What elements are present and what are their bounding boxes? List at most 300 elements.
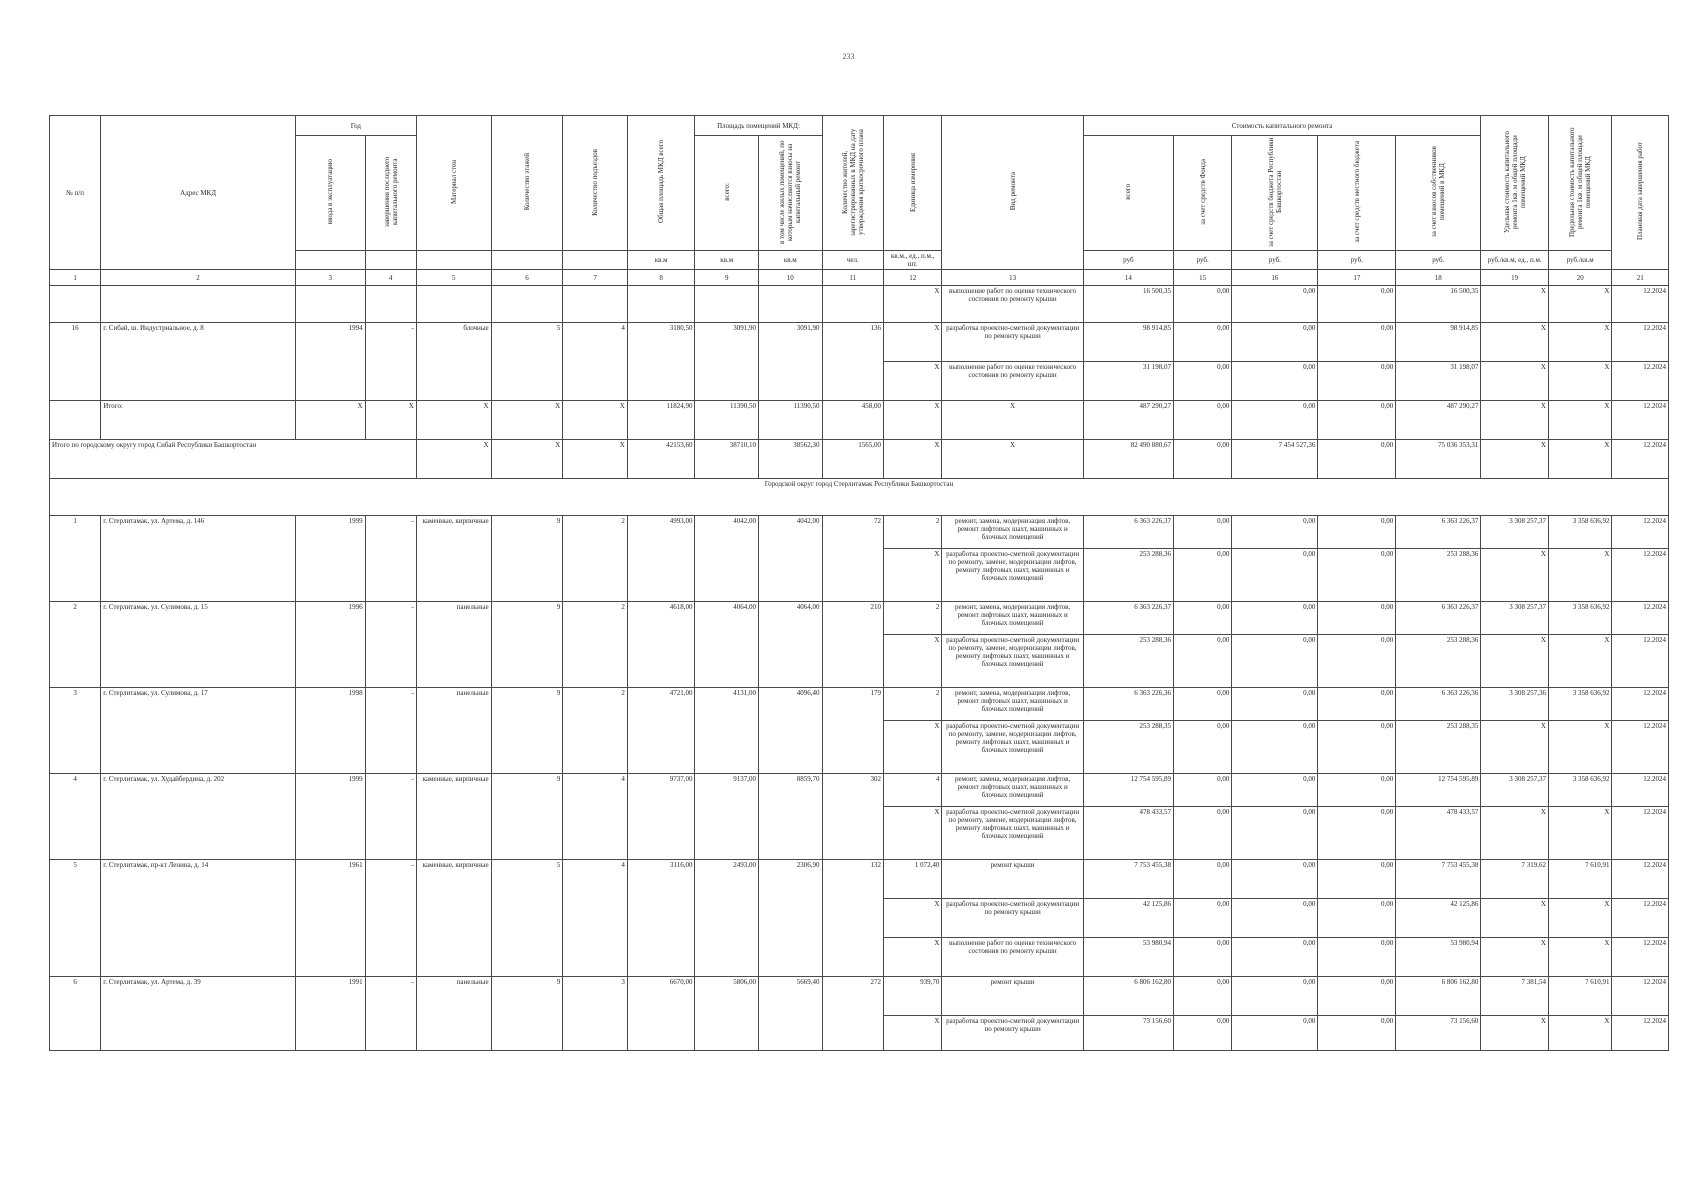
planned-date-cell: 12.2024 (1612, 516, 1669, 549)
empty-cell (416, 286, 491, 323)
unit-cost-cell: X (1481, 362, 1549, 401)
limit-cost-cell: 7 610,91 (1548, 860, 1612, 899)
subtotal-cell: X (942, 401, 1083, 440)
header-residents: Количество жителей, зарегистрированных в МКД на дату утверждения краткосрочного плана (822, 116, 883, 251)
row-number-cell: 16 (50, 323, 101, 401)
empty-cell (491, 286, 563, 323)
district-total-cell: X (1548, 440, 1612, 479)
district-total-cell: X (942, 440, 1083, 479)
address-cell: г. Стерлитамак, ул. Худайбердина, д. 202 (101, 774, 296, 860)
planned-date-cell: 12.2024 (1612, 549, 1669, 602)
year-last-repair-cell: - (365, 516, 416, 602)
cost-local-budget-cell: 0,00 (1318, 774, 1396, 807)
cost-local-budget-cell: 0,00 (1318, 602, 1396, 635)
residents-cell: 132 (822, 860, 883, 977)
column-number: 3 (295, 270, 365, 286)
cost-local-budget-cell: 0,00 (1318, 977, 1396, 1016)
limit-cost-cell: 7 610,91 (1548, 977, 1612, 1016)
column-number: 20 (1548, 270, 1612, 286)
column-number: 1 (50, 270, 101, 286)
cost-fund-cell: 0,00 (1173, 721, 1231, 774)
cost-rb-budget-cell: 0,00 (1232, 860, 1318, 899)
year-last-repair-cell: - (365, 860, 416, 977)
work-type-cell: ремонт, замена, модернизация лифтов, ремонт лифтовых шахт, машинных и блочных помещений (942, 602, 1083, 635)
address-cell: г. Стерлитамак, ул. Артема, д. 146 (101, 516, 296, 602)
limit-cost-cell: X (1548, 286, 1612, 323)
entrances-cell: 2 (563, 516, 628, 602)
column-number: 6 (491, 270, 563, 286)
wall-material-cell: каменные, кирпичные (416, 860, 491, 977)
district-total-cell: X (416, 440, 491, 479)
entrances-cell: 2 (563, 602, 628, 688)
district-total-cell: X (491, 440, 563, 479)
unit-cost-cell: X (1481, 323, 1549, 362)
cost-total-cell: 7 753 455,38 (1083, 860, 1173, 899)
address-cell: г. Стерлитамак, ул. Сулимова, д. 17 (101, 688, 296, 774)
floors-cell: 9 (491, 516, 563, 602)
cost-rb-budget-cell: 0,00 (1232, 1016, 1318, 1051)
header-cost-group: Стоимость капитального ремонта (1083, 116, 1481, 136)
unit-cost-cell: X (1481, 721, 1549, 774)
cost-local-budget-cell: 0,00 (1318, 516, 1396, 549)
empty-cell (627, 286, 695, 323)
column-number: 4 (365, 270, 416, 286)
cost-rb-budget-cell: 0,00 (1232, 635, 1318, 688)
entrances-cell: 4 (563, 774, 628, 860)
year-commission-cell: 1996 (295, 602, 365, 688)
planned-date-cell: 12.2024 (1612, 774, 1669, 807)
work-type-cell: ремонт, замена, модернизация лифтов, ремонт лифтовых шахт, машинных и блочных помещений (942, 688, 1083, 721)
unit-quantity-cell: X (884, 323, 942, 362)
unit-cost-cell: X (1481, 549, 1549, 602)
limit-cost-cell: X (1548, 635, 1612, 688)
total-area-cell: 4721,00 (627, 688, 695, 774)
cost-owners-cell: 73 156,60 (1396, 1016, 1481, 1051)
column-number: 2 (101, 270, 296, 286)
header-unit-measure: Единица измерения (884, 116, 942, 251)
limit-cost-cell: X (1548, 323, 1612, 362)
header-limit-cost: Предельная стоимость капитального ремонта 1кв. м общей площади помещений МКД (1548, 116, 1612, 251)
planned-date-cell: 12.2024 (1612, 635, 1669, 688)
cost-total-cell: 253 288,36 (1083, 549, 1173, 602)
unit-quantity-cell: X (884, 1016, 942, 1051)
work-type-cell: разработка проектно-сметной документации по ремонту, замене, модернизации лифтов, ремонту лифтовых шахт, машинных и блочных помещений (942, 807, 1083, 860)
limit-cost-cell: X (1548, 362, 1612, 401)
cost-owners-cell: 253 288,36 (1396, 635, 1481, 688)
district-total-cell: X (1481, 440, 1549, 479)
header-fund: за счет средств Фонда (1173, 136, 1231, 251)
floors-cell: 5 (491, 860, 563, 977)
header-total-area: Общая площадь МКД всего (627, 116, 695, 251)
cost-owners-cell: 253 288,35 (1396, 721, 1481, 774)
district-total-cell: 0,00 (1318, 440, 1396, 479)
subtotal-cell: 11824,90 (627, 401, 695, 440)
district-total-cell: 12.2024 (1612, 440, 1669, 479)
floors-cell: 5 (491, 323, 563, 401)
row-number-cell: 4 (50, 774, 101, 860)
cost-total-cell: 98 914,85 (1083, 323, 1173, 362)
year-commission-cell: 1999 (295, 774, 365, 860)
residents-cell: 179 (822, 688, 883, 774)
district-total-cell: 7 454 527,36 (1232, 440, 1318, 479)
limit-cost-cell: X (1548, 721, 1612, 774)
column-number: 5 (416, 270, 491, 286)
premises-incl-cell: 8859,70 (759, 774, 823, 860)
subtotal-cell: X (295, 401, 365, 440)
cost-local-budget-cell: 0,00 (1318, 807, 1396, 860)
limit-cost-cell: 3 358 636,92 (1548, 602, 1612, 635)
cost-local-budget-cell: 0,00 (1318, 286, 1396, 323)
cost-owners-cell: 31 198,07 (1396, 362, 1481, 401)
subtotal-cell: 0,00 (1173, 401, 1231, 440)
cost-rb-budget-cell: 0,00 (1232, 938, 1318, 977)
year-last-repair-cell: - (365, 977, 416, 1051)
unit-quantity-cell: X (884, 807, 942, 860)
cost-local-budget-cell: 0,00 (1318, 938, 1396, 977)
subtotal-cell: X (563, 401, 628, 440)
unit-quantity-cell: X (884, 286, 942, 323)
empty-cell (695, 286, 759, 323)
cost-fund-cell: 0,00 (1173, 516, 1231, 549)
column-number: 21 (1612, 270, 1669, 286)
work-type-cell: ремонт крыши (942, 860, 1083, 899)
cost-owners-cell: 42 125,86 (1396, 899, 1481, 938)
cost-rb-budget-cell: 0,00 (1232, 516, 1318, 549)
cost-owners-cell: 53 980,94 (1396, 938, 1481, 977)
section-title-row (50, 479, 1669, 516)
unit-quantity-cell: 939,70 (884, 977, 942, 1016)
total-area-cell: 9737,00 (627, 774, 695, 860)
district-total-cell: 42153,60 (627, 440, 695, 479)
district-total-cell: 82 490 880,67 (1083, 440, 1173, 479)
unit-cost-cell: 3 308 257,37 (1481, 602, 1549, 635)
subtotal-label: Итого: (101, 401, 296, 440)
limit-cost-cell: 3 358 636,92 (1548, 516, 1612, 549)
cost-fund-cell: 0,00 (1173, 602, 1231, 635)
cost-local-budget-cell: 0,00 (1318, 549, 1396, 602)
cost-total-cell: 73 156,60 (1083, 1016, 1173, 1051)
planned-date-cell: 12.2024 (1612, 860, 1669, 899)
floors-cell: 9 (491, 774, 563, 860)
cost-rb-budget-cell: 0,00 (1232, 286, 1318, 323)
district-total-cell: 38710,10 (695, 440, 759, 479)
planned-date-cell: 12.2024 (1612, 323, 1669, 362)
header-year-commission: ввода в эксплуатацию (295, 136, 365, 251)
empty-cell (295, 286, 365, 323)
premises-incl-cell: 3091,90 (759, 323, 823, 401)
empty-cell (50, 286, 101, 323)
unit-quantity-cell: 4 (884, 774, 942, 807)
planned-date-cell: 12.2024 (1612, 286, 1669, 323)
work-type-cell: ремонт, замена, модернизация лифтов, ремонт лифтовых шахт, машинных и блочных помещений (942, 774, 1083, 807)
wall-material-cell: панельные (416, 977, 491, 1051)
table-row (50, 286, 1669, 323)
unit-quantity-cell: 2 (884, 688, 942, 721)
unit-c12: кв.м., ед., п.м., шт. (884, 251, 942, 270)
header-premises-total: всего: (695, 136, 759, 251)
cost-fund-cell: 0,00 (1173, 688, 1231, 721)
year-last-repair-cell: - (365, 774, 416, 860)
header-year-group: Год (295, 116, 416, 136)
subtotal-row (50, 401, 1669, 440)
address-cell: г. Стерлитамак, пр-кт Ленина, д. 14 (101, 860, 296, 977)
unit-cost-cell: X (1481, 286, 1549, 323)
cost-total-cell: 478 433,57 (1083, 807, 1173, 860)
floors-cell: 9 (491, 977, 563, 1051)
limit-cost-cell: X (1548, 938, 1612, 977)
cost-owners-cell: 12 754 595,89 (1396, 774, 1481, 807)
section-title: Городской округ город Стерлитамак Республики Башкортостан (50, 479, 1669, 516)
table-row (50, 860, 1669, 899)
table-row (50, 323, 1669, 362)
cost-fund-cell: 0,00 (1173, 549, 1231, 602)
cost-total-cell: 6 363 226,36 (1083, 688, 1173, 721)
unit-c18: руб. (1396, 251, 1481, 270)
header-n: № п/п (50, 116, 101, 270)
table-row (50, 774, 1669, 807)
unit-cost-cell: X (1481, 635, 1549, 688)
wall-material-cell: панельные (416, 602, 491, 688)
premises-incl-cell: 5669,40 (759, 977, 823, 1051)
limit-cost-cell: X (1548, 549, 1612, 602)
unit-cost-cell: 7 381,54 (1481, 977, 1549, 1016)
column-number: 11 (822, 270, 883, 286)
cost-fund-cell: 0,00 (1173, 860, 1231, 899)
district-total-row (50, 440, 1669, 479)
total-area-cell: 6670,00 (627, 977, 695, 1051)
planned-date-cell: 12.2024 (1612, 807, 1669, 860)
column-number: 19 (1481, 270, 1549, 286)
subtotal-cell: 458,00 (822, 401, 883, 440)
year-commission-cell: 1994 (295, 323, 365, 401)
subtotal-cell: 0,00 (1232, 401, 1318, 440)
cost-total-cell: 253 288,35 (1083, 721, 1173, 774)
cost-fund-cell: 0,00 (1173, 899, 1231, 938)
cost-rb-budget-cell: 0,00 (1232, 721, 1318, 774)
premises-incl-cell: 4042,00 (759, 516, 823, 602)
cost-local-budget-cell: 0,00 (1318, 899, 1396, 938)
cost-local-budget-cell: 0,00 (1318, 1016, 1396, 1051)
premises-total-cell: 5806,00 (695, 977, 759, 1051)
cost-total-cell: 42 125,86 (1083, 899, 1173, 938)
cost-rb-budget-cell: 0,00 (1232, 899, 1318, 938)
cost-rb-budget-cell: 0,00 (1232, 362, 1318, 401)
unit-c10: кв.м (759, 251, 823, 270)
premises-total-cell: 4042,00 (695, 516, 759, 602)
page-number: 233 (842, 52, 855, 61)
cost-rb-budget-cell: 0,00 (1232, 688, 1318, 721)
table-body (50, 270, 1669, 1051)
unit-c5 (416, 251, 491, 270)
unit-quantity-cell: 2 (884, 602, 942, 635)
work-type-cell: разработка проектно-сметной документации по ремонту крыши (942, 323, 1083, 362)
table-row (50, 516, 1669, 549)
row-number-cell: 6 (50, 977, 101, 1051)
wall-material-cell: каменные, кирпичные (416, 774, 491, 860)
header-owners: за счет взносов собственников помещений в МКД (1396, 136, 1481, 251)
premises-incl-cell: 4064,00 (759, 602, 823, 688)
premises-total-cell: 4131,00 (695, 688, 759, 774)
limit-cost-cell: X (1548, 1016, 1612, 1051)
cost-total-cell: 253 288,36 (1083, 635, 1173, 688)
header-premises-group: Площадь помещений МКД: (695, 116, 822, 136)
limit-cost-cell: 3 358 636,92 (1548, 688, 1612, 721)
subtotal-cell: 0,00 (1318, 401, 1396, 440)
planned-date-cell: 12.2024 (1612, 688, 1669, 721)
entrances-cell: 2 (563, 688, 628, 774)
residents-cell: 302 (822, 774, 883, 860)
year-last-repair-cell: - (365, 688, 416, 774)
cost-rb-budget-cell: 0,00 (1232, 602, 1318, 635)
unit-c15: руб. (1173, 251, 1231, 270)
wall-material-cell: каменные, кирпичные (416, 516, 491, 602)
work-type-cell: разработка проектно-сметной документации по ремонту крыши (942, 1016, 1083, 1051)
empty-cell (101, 286, 296, 323)
header-floors: Количество этажей (491, 116, 563, 251)
total-area-cell: 3180,50 (627, 323, 695, 401)
year-commission-cell: 1999 (295, 516, 365, 602)
cost-local-budget-cell: 0,00 (1318, 860, 1396, 899)
cost-owners-cell: 6 363 226,37 (1396, 516, 1481, 549)
capital-repair-table-sheet (49, 115, 1669, 1051)
unit-c19: руб./кв.м, ед., п.м. (1481, 251, 1549, 270)
premises-total-cell: 4064,00 (695, 602, 759, 688)
total-area-cell: 4993,00 (627, 516, 695, 602)
row-number-cell: 5 (50, 860, 101, 977)
work-type-cell: выполнение работ по оценке технического состояния по ремонту крыши (942, 362, 1083, 401)
subtotal-cell: 487 290,27 (1083, 401, 1173, 440)
empty-cell (759, 286, 823, 323)
district-total-cell: X (563, 440, 628, 479)
column-number: 15 (1173, 270, 1231, 286)
unit-c11: чел. (822, 251, 883, 270)
cost-fund-cell: 0,00 (1173, 977, 1231, 1016)
planned-date-cell: 12.2024 (1612, 899, 1669, 938)
total-area-cell: 4618,00 (627, 602, 695, 688)
cost-fund-cell: 0,00 (1173, 938, 1231, 977)
cost-local-budget-cell: 0,00 (1318, 635, 1396, 688)
cost-fund-cell: 0,00 (1173, 807, 1231, 860)
cost-local-budget-cell: 0,00 (1318, 721, 1396, 774)
cost-owners-cell: 6 363 226,37 (1396, 602, 1481, 635)
unit-cost-cell: X (1481, 807, 1549, 860)
unit-quantity-cell: 2 (884, 516, 942, 549)
work-type-cell: ремонт крыши (942, 977, 1083, 1016)
subtotal-cell: X (884, 401, 942, 440)
header-entrances: Количество подъездов (563, 116, 628, 251)
unit-cost-cell: X (1481, 938, 1549, 977)
planned-date-cell: 12.2024 (1612, 362, 1669, 401)
entrances-cell: 3 (563, 977, 628, 1051)
cost-fund-cell: 0,00 (1173, 635, 1231, 688)
cost-fund-cell: 0,00 (1173, 362, 1231, 401)
work-type-cell: разработка проектно-сметной документации по ремонту, замене, модернизации лифтов, ремонту лифтовых шахт, машинных и блочных помещений (942, 635, 1083, 688)
premises-incl-cell: 2306,90 (759, 860, 823, 977)
wall-material-cell: панельные (416, 688, 491, 774)
header-cost-total: всего (1083, 136, 1173, 251)
cost-total-cell: 31 198,07 (1083, 362, 1173, 401)
header-local-budget: за счет средств местного бюджета (1318, 136, 1396, 251)
year-commission-cell: 1998 (295, 688, 365, 774)
cost-total-cell: 6 363 226,37 (1083, 516, 1173, 549)
district-total-cell: X (884, 440, 942, 479)
subtotal-cell: 11390,50 (695, 401, 759, 440)
planned-date-cell: 12.2024 (1612, 938, 1669, 977)
address-cell: г. Сибай, ш. Индустриальное, д. 8 (101, 323, 296, 401)
column-number: 12 (884, 270, 942, 286)
unit-quantity-cell: X (884, 899, 942, 938)
unit-c20: руб./кв.м (1548, 251, 1612, 270)
subtotal-cell: 487 290,27 (1396, 401, 1481, 440)
year-last-repair-cell: - (365, 602, 416, 688)
subtotal-cell: X (491, 401, 563, 440)
row-number-cell: 1 (50, 516, 101, 602)
column-number: 18 (1396, 270, 1481, 286)
planned-date-cell: 12.2024 (1612, 1016, 1669, 1051)
district-total-cell: 75 036 353,31 (1396, 440, 1481, 479)
table-row (50, 977, 1669, 1016)
premises-total-cell: 3091,90 (695, 323, 759, 401)
cost-total-cell: 16 500,35 (1083, 286, 1173, 323)
capital-repair-table (49, 115, 1669, 1051)
cost-fund-cell: 0,00 (1173, 286, 1231, 323)
unit-cost-cell: 3 308 257,37 (1481, 516, 1549, 549)
cost-total-cell: 12 754 595,89 (1083, 774, 1173, 807)
year-commission-cell: 1961 (295, 860, 365, 977)
address-cell: г. Стерлитамак, ул. Артема, д. 39 (101, 977, 296, 1051)
column-number: 13 (942, 270, 1083, 286)
empty-cell (50, 401, 101, 440)
table-row (50, 688, 1669, 721)
row-number-cell: 2 (50, 602, 101, 688)
unit-c14: руб (1083, 251, 1173, 270)
empty-cell (563, 286, 628, 323)
column-number: 17 (1318, 270, 1396, 286)
cost-rb-budget-cell: 0,00 (1232, 549, 1318, 602)
header-wall-material: Материал стен (416, 116, 491, 251)
unit-quantity-cell: X (884, 362, 942, 401)
subtotal-cell: 11390,50 (759, 401, 823, 440)
premises-total-cell: 2493,00 (695, 860, 759, 977)
year-last-repair-cell: - (365, 323, 416, 401)
subtotal-cell: X (416, 401, 491, 440)
premises-total-cell: 9137,00 (695, 774, 759, 860)
residents-cell: 72 (822, 516, 883, 602)
cost-total-cell: 6 363 226,37 (1083, 602, 1173, 635)
district-total-label: Итого по городскому округу город Сибай Республики Башкортостан (50, 440, 417, 479)
wall-material-cell: блочные (416, 323, 491, 401)
cost-owners-cell: 478 433,57 (1396, 807, 1481, 860)
header-work-type: Вид ремонта (942, 116, 1083, 270)
unit-c6 (491, 251, 563, 270)
unit-cost-cell: 3 308 257,36 (1481, 688, 1549, 721)
cost-owners-cell: 6 806 162,80 (1396, 977, 1481, 1016)
cost-owners-cell: 7 753 455,38 (1396, 860, 1481, 899)
unit-cost-cell: X (1481, 899, 1549, 938)
work-type-cell: разработка проектно-сметной документации по ремонту, замене, модернизации лифтов, ремонту лифтовых шахт, машинных и блочных помещений (942, 549, 1083, 602)
cost-fund-cell: 0,00 (1173, 774, 1231, 807)
entrances-cell: 4 (563, 860, 628, 977)
entrances-cell: 4 (563, 323, 628, 401)
cost-owners-cell: 16 500,35 (1396, 286, 1481, 323)
column-number: 7 (563, 270, 628, 286)
unit-quantity-cell: 1 072,40 (884, 860, 942, 899)
cost-owners-cell: 253 288,36 (1396, 549, 1481, 602)
unit-c7 (563, 251, 628, 270)
unit-quantity-cell: X (884, 549, 942, 602)
work-type-cell: выполнение работ по оценке технического состояния по ремонту крыши (942, 286, 1083, 323)
limit-cost-cell: 3 358 636,92 (1548, 774, 1612, 807)
